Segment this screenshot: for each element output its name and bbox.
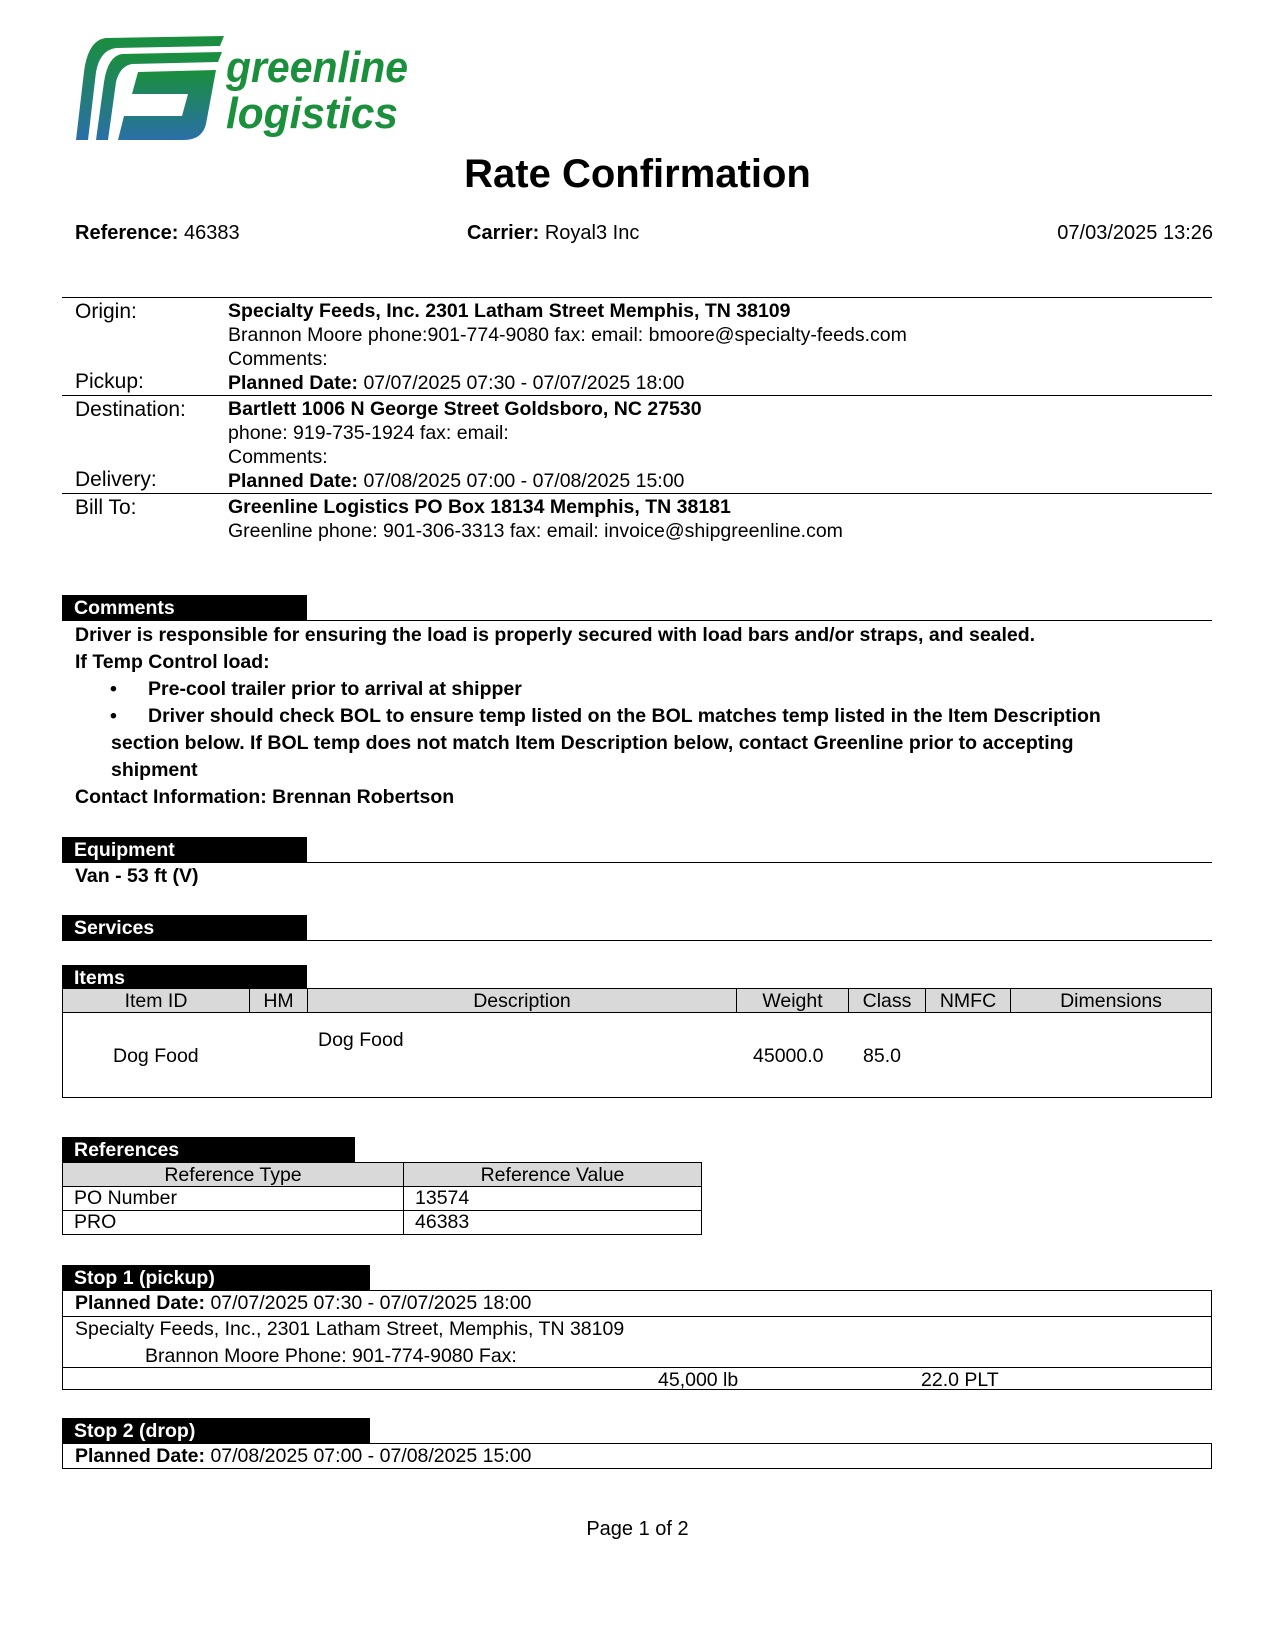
divider <box>62 395 1212 396</box>
column-header: HM <box>250 989 308 1013</box>
planned-date-label: Planned Date: <box>228 470 359 492</box>
comment-bullet-cont: section below. If BOL temp does not match Item Description below, contact Greenline prior to accepting <box>111 732 1074 754</box>
company-logo <box>76 32 416 147</box>
comment-bullet-cont: shipment <box>111 759 198 781</box>
column-header: NMFC <box>926 989 1011 1013</box>
column-header: Item ID <box>63 989 250 1013</box>
planned-date-value: 07/07/2025 07:30 - 07/07/2025 18:00 <box>210 1292 532 1314</box>
comment-line: If Temp Control load: <box>75 651 270 673</box>
origin-label: Origin: <box>75 300 137 323</box>
destination-comments: Comments: <box>228 446 328 468</box>
planned-date-label: Planned Date: <box>75 1445 206 1467</box>
items-table <box>62 988 1212 1098</box>
row-divider <box>63 1367 1211 1368</box>
stop2-box <box>62 1443 1212 1469</box>
column-header: Reference Type <box>63 1163 404 1187</box>
item-weight: 45000.0 <box>753 1045 824 1067</box>
origin-contact: Brannon Moore phone:901-774-9080 fax: email: bmoore@specialty-feeds.com <box>228 324 907 346</box>
reference-field <box>75 222 240 245</box>
stop1-header: Stop 1 (pickup) <box>62 1265 370 1291</box>
reference-label: Reference: <box>75 222 179 244</box>
stop1-address: Specialty Feeds, Inc., 2301 Latham Street, Memphis, TN 38109 <box>75 1318 625 1340</box>
divider <box>62 493 1212 494</box>
page-title: Rate Confirmation <box>464 152 811 196</box>
bullet-icon: • <box>110 678 117 700</box>
item-class: 85.0 <box>863 1045 901 1067</box>
divider <box>62 297 1212 298</box>
stop2-header: Stop 2 (drop) <box>62 1418 370 1444</box>
services-header: Services <box>62 915 307 941</box>
planned-date-value: 07/07/2025 07:30 - 07/07/2025 18:00 <box>363 372 685 394</box>
column-header: Reference Value <box>404 1163 702 1187</box>
destination-label: Destination: <box>75 398 186 421</box>
comment-bullet: Pre-cool trailer prior to arrival at shipper <box>148 678 522 700</box>
comment-line: Driver is responsible for ensuring the load is properly secured with load bars and/or straps, and sealed. <box>75 624 1036 646</box>
page-number: Page 1 of 2 <box>586 1518 689 1540</box>
billto-address: Greenline Logistics PO Box 18134 Memphis, TN 38181 <box>228 496 731 518</box>
origin-comments: Comments: <box>228 348 328 370</box>
delivery-label: Delivery: <box>75 468 157 491</box>
logo-wordmark-line2: logistics <box>226 89 398 138</box>
bullet-icon: • <box>110 705 117 727</box>
stop2-planned-date <box>75 1445 531 1468</box>
carrier-field <box>467 222 639 245</box>
table-row <box>63 1211 702 1235</box>
stop1-planned-date <box>75 1292 531 1315</box>
equipment-value: Van - 53 ft (V) <box>75 865 199 887</box>
reference-value: 46383 <box>404 1211 702 1235</box>
section-rule <box>307 620 1212 621</box>
origin-address: Specialty Feeds, Inc. 2301 Latham Street Memphis, TN 38109 <box>228 300 791 322</box>
billto-label: Bill To: <box>75 496 137 519</box>
destination-contact: phone: 919-735-1924 fax: email: <box>228 422 509 444</box>
delivery-planned-date <box>228 470 684 493</box>
equipment-header: Equipment <box>62 837 307 863</box>
destination-address: Bartlett 1006 N George Street Goldsboro, NC 27530 <box>228 398 702 420</box>
planned-date-value: 07/08/2025 07:00 - 07/08/2025 15:00 <box>363 470 685 492</box>
planned-date-label: Planned Date: <box>228 372 359 394</box>
stop1-contact: Brannon Moore Phone: 901-774-9080 Fax: <box>145 1345 517 1367</box>
stop1-weight: 45,000 lb <box>658 1369 739 1391</box>
reference-value: 13574 <box>404 1187 702 1211</box>
column-header: Dimensions <box>1011 989 1212 1013</box>
pickup-planned-date <box>228 372 684 395</box>
document-datetime: 07/03/2025 13:26 <box>1057 222 1213 244</box>
logo-wordmark-line1: greenline <box>225 43 408 92</box>
reference-type: PO Number <box>63 1187 404 1211</box>
section-rule <box>307 940 1212 941</box>
reference-type: PRO <box>63 1211 404 1235</box>
planned-date-value: 07/08/2025 07:00 - 07/08/2025 15:00 <box>210 1445 532 1467</box>
comment-bullet: Driver should check BOL to ensure temp listed on the BOL matches temp listed in the Item Description <box>148 705 1101 727</box>
column-header: Class <box>849 989 926 1013</box>
table-row <box>63 1013 1212 1098</box>
billto-contact: Greenline phone: 901-306-3313 fax: email: invoice@shipgreenline.com <box>228 520 843 542</box>
comment-contact: Contact Information: Brennan Robertson <box>75 786 455 808</box>
carrier-value: Royal3 Inc <box>544 222 640 244</box>
stop1-pallets: 22.0 PLT <box>921 1369 999 1391</box>
item-id: Dog Food <box>113 1045 199 1067</box>
references-table <box>62 1162 702 1235</box>
table-row <box>63 1187 702 1211</box>
section-rule <box>307 862 1212 863</box>
planned-date-label: Planned Date: <box>75 1292 206 1314</box>
items-header: Items <box>62 965 307 991</box>
column-header: Description <box>308 989 737 1013</box>
row-divider <box>63 1316 1211 1317</box>
carrier-label: Carrier: <box>467 222 540 244</box>
column-header: Weight <box>737 989 849 1013</box>
stop1-box <box>62 1290 1212 1390</box>
reference-value: 46383 <box>183 222 240 244</box>
pickup-label: Pickup: <box>75 370 144 393</box>
references-header: References <box>62 1137 355 1163</box>
comments-header: Comments <box>62 595 307 621</box>
item-description: Dog Food <box>318 1029 404 1051</box>
